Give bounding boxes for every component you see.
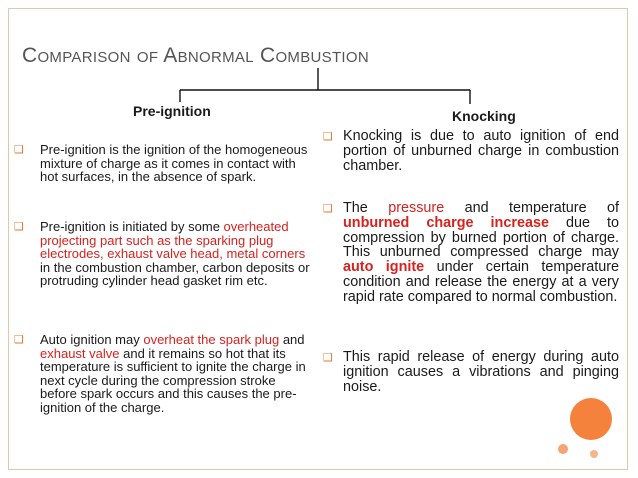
pre-ignition-bullet-1 xyxy=(14,143,314,184)
decorative-circle-large xyxy=(570,398,612,440)
bullet-square-icon: ❑ xyxy=(323,203,333,215)
bullet-square-icon: ❑ xyxy=(14,144,24,156)
slide-title: Comparison of Abnormal Combustion xyxy=(22,44,369,67)
pre-ignition-bullet-2 xyxy=(14,220,314,288)
text-run: Pre-ignition is initiated by some xyxy=(40,219,224,234)
text-run: and xyxy=(279,332,305,347)
bullet-square-icon: ❑ xyxy=(323,131,333,143)
bullet-square-icon: ❑ xyxy=(14,221,24,233)
knocking-heading: Knocking xyxy=(452,108,516,124)
highlight-run: overheated projecting part such as the sparking plug electrodes, exhaust valve head, metal corners xyxy=(40,219,306,262)
text-run: due to compression by burned portion of charge. This unburned compressed charge may xyxy=(343,214,619,261)
text-run: The xyxy=(343,200,389,216)
bullet-square-icon: ❑ xyxy=(14,334,24,346)
text-run: Auto ignition may xyxy=(40,332,144,347)
knocking-bullet-1 xyxy=(323,129,619,173)
decorative-circle-small xyxy=(558,444,568,454)
text-run: under certain temperature condition and release the energy at a very rapid rate compared to normal combustion. xyxy=(343,259,619,305)
bullet-text xyxy=(40,220,314,288)
bold-highlight-run: auto ignite xyxy=(343,259,425,276)
pre-ignition-heading: Pre-ignition xyxy=(133,103,211,119)
knocking-bullet-2 xyxy=(323,201,619,305)
pre-ignition-bullet-3 xyxy=(14,333,314,415)
bullet-text xyxy=(343,129,619,173)
bullet-text xyxy=(343,201,619,305)
decorative-circle-tiny xyxy=(590,450,598,458)
bullet-text xyxy=(343,350,619,394)
text-run: Pre-ignition is the ignition of the homogeneous mixture of charge as it comes in contact with hot surfaces, in the absence of spark. xyxy=(40,142,308,185)
text-run: Knocking is due to auto ignition of end portion of unburned charge in combustion chamber. xyxy=(343,128,619,174)
bullet-text xyxy=(40,333,314,415)
highlight-run: pressure xyxy=(388,200,445,216)
text-run: and it remains so hot that its temperature is sufficient to ignite the charge in next cycle during the compression stroke before spark occurs and this causes the pre-ignition of the charge. xyxy=(40,345,306,415)
highlight-run: overheat the spark plug xyxy=(143,332,280,347)
highlight-run: exhaust valve xyxy=(40,345,120,361)
bullet-square-icon: ❑ xyxy=(323,352,333,364)
bold-highlight-run: unburned charge increase xyxy=(343,214,549,231)
bullet-text xyxy=(40,143,314,184)
knocking-bullet-3 xyxy=(323,350,619,394)
text-run: in the combustion chamber, carbon deposits or protruding cylinder head gasket rim etc. xyxy=(40,259,310,289)
text-run: This rapid release of energy during auto ignition causes a vibrations and pinging noise. xyxy=(343,349,619,395)
text-run: and temperature of xyxy=(444,200,619,216)
